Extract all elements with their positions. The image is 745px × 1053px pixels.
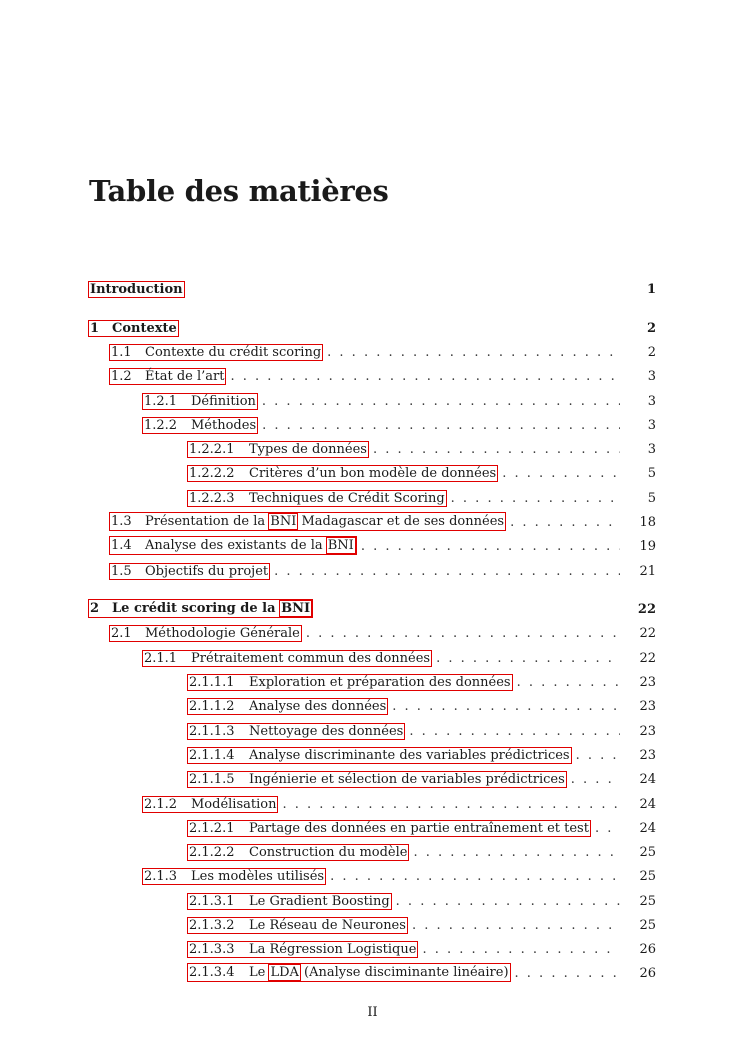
leader-dots [230, 369, 620, 385]
toc-entry-subsubsection[interactable] [187, 817, 656, 837]
acronym-link[interactable]: BNI [270, 514, 297, 529]
leader-dots [510, 515, 620, 531]
toc-page-number: 24 [639, 797, 656, 812]
toc-page-number: 23 [639, 724, 656, 739]
leader-dots [413, 845, 620, 861]
toc-number: 2.1.1.2 [189, 699, 235, 714]
toc-link[interactable] [109, 625, 302, 642]
toc-page-number: 26 [639, 942, 656, 957]
toc-label: Madagascar et de ses données [297, 514, 505, 529]
toc-number: 2.1.3.1 [189, 894, 235, 909]
leader-dots [451, 491, 620, 507]
leader-dots [282, 797, 620, 813]
toc-number: 1.3 [111, 514, 132, 529]
toc-link[interactable] [187, 441, 369, 458]
leader-dots [392, 699, 620, 715]
leader-dots [412, 918, 620, 934]
toc-link[interactable] [187, 963, 511, 982]
page-number: II [367, 1005, 378, 1020]
toc-link[interactable] [187, 723, 405, 740]
toc-page-number: 1 [646, 282, 656, 297]
toc-number: 1.2.2.3 [189, 491, 235, 506]
toc-label: Méthodes [191, 418, 257, 433]
acronym-link[interactable]: BNI [327, 538, 354, 553]
toc-entry-subsubsection[interactable] [187, 462, 656, 482]
leader-dots [502, 466, 620, 482]
leader-dots [396, 894, 620, 910]
toc-page-number: 3 [647, 418, 656, 433]
toc-link[interactable] [187, 917, 408, 934]
toc-label: Le Gradient Boosting [249, 894, 390, 909]
toc-number: 1.1 [111, 345, 132, 360]
toc-page-number: 22 [639, 626, 656, 641]
toc-entry-subsubsection[interactable] [187, 938, 656, 958]
toc-number: 1.2.2.2 [189, 466, 235, 481]
toc-link[interactable] [187, 674, 513, 691]
toc-entry-section[interactable] [109, 622, 656, 642]
toc-link[interactable] [109, 344, 323, 361]
toc-label: La Régression Logistique [249, 942, 417, 957]
toc-page-number: 22 [639, 651, 656, 666]
toc-entry-subsubsection[interactable] [187, 768, 656, 788]
toc-number: 2.1.2.1 [189, 821, 235, 836]
toc-page-number: 23 [639, 699, 656, 714]
toc-link[interactable] [142, 796, 278, 813]
toc-link[interactable] [187, 844, 409, 861]
acronym-link[interactable]: LDA [270, 965, 299, 980]
toc-number: 1.5 [111, 564, 132, 579]
toc-entry-section[interactable] [109, 560, 656, 580]
toc-number: 2.1.2.2 [189, 845, 235, 860]
toc-entry-section[interactable] [109, 341, 656, 361]
toc-entry-subsection[interactable] [142, 647, 656, 667]
toc-entry-subsubsection[interactable] [187, 438, 656, 458]
toc-entry-subsubsection[interactable] [187, 720, 656, 740]
toc-page-number: 23 [639, 675, 656, 690]
toc-page-number: 25 [639, 894, 656, 909]
toc-entry-subsubsection[interactable] [187, 962, 656, 982]
toc-entry-subsubsection[interactable] [187, 890, 656, 910]
toc-page-number: 5 [647, 466, 656, 481]
toc-label: Modélisation [191, 797, 277, 812]
toc-label: Les modèles utilisés [191, 869, 325, 884]
toc-link[interactable] [187, 747, 572, 764]
toc-page-number: 22 [637, 602, 656, 617]
toc-number: 2.1.1 [144, 651, 178, 666]
toc-label: Exploration et préparation des données [249, 675, 511, 690]
toc-link[interactable] [142, 650, 432, 667]
toc-number: 2 [90, 601, 100, 616]
toc-label: Ingénierie et sélection de variables prédictrices [249, 772, 565, 787]
toc-label: Objectifs du projet [145, 564, 269, 579]
leader-dots [330, 869, 620, 885]
toc-number: 2.1.1.5 [189, 772, 235, 787]
toc-label: Le [249, 965, 270, 980]
toc-number: 1.2.1 [144, 394, 178, 409]
toc-number: 2.1.1.4 [189, 748, 235, 763]
toc-number: 2.1.3.4 [189, 965, 235, 980]
toc-number: 2.1.1.1 [189, 675, 235, 690]
leader-dots [436, 651, 620, 667]
toc-page-number: 24 [639, 772, 656, 787]
leader-dots [595, 821, 620, 837]
toc-link[interactable] [142, 417, 258, 434]
toc-number: 2.1 [111, 626, 132, 641]
toc-entry-subsubsection[interactable] [187, 841, 656, 861]
toc-label: Analyse des données [249, 699, 387, 714]
toc-number: 2.1.3.2 [189, 918, 235, 933]
page-title: Table des matières [89, 174, 389, 208]
leader-dots [515, 966, 620, 982]
leader-dots [274, 564, 620, 580]
toc-entry-subsubsection[interactable] [187, 671, 656, 691]
toc-entry-chapter[interactable] [88, 598, 656, 618]
toc-link[interactable] [109, 512, 506, 531]
toc-entry-chapter[interactable] [88, 317, 656, 337]
toc-number: 2.1.2 [144, 797, 178, 812]
toc-link[interactable] [187, 490, 447, 507]
toc-label: Types de données [249, 442, 367, 457]
toc-page-number: 5 [647, 491, 656, 506]
toc-page-number: 25 [639, 869, 656, 884]
toc-page-number: 21 [639, 564, 656, 579]
toc-label: Analyse discriminante des variables prédictrices [249, 748, 570, 763]
toc-page-number: 2 [646, 321, 656, 336]
toc-link[interactable] [187, 465, 498, 482]
toc-label: Le crédit scoring de la [112, 601, 281, 616]
toc-number: 1.2.2 [144, 418, 178, 433]
toc-entry-section[interactable] [109, 535, 656, 555]
toc-link[interactable] [142, 393, 258, 410]
toc-page-number: 25 [639, 845, 656, 860]
leader-dots [262, 418, 620, 434]
toc-number: 1 [90, 321, 100, 336]
toc-link[interactable] [88, 320, 179, 337]
toc-page-number: 3 [647, 394, 656, 409]
toc-number: 2.1.1.3 [189, 724, 235, 739]
toc-label: Définition [191, 394, 256, 409]
toc-page-number: 26 [639, 966, 656, 981]
toc-number: 2.1.3.3 [189, 942, 235, 957]
leader-dots [576, 748, 620, 764]
toc-entry-subsection[interactable] [142, 390, 656, 410]
toc-label: Construction du modèle [249, 845, 408, 860]
toc-label: Introduction [90, 282, 183, 297]
toc-page-number: 3 [647, 442, 656, 457]
toc-link[interactable] [187, 820, 591, 837]
toc-label: Prétraitement commun des données [191, 651, 431, 666]
toc-label: Analyse des existants de la [145, 538, 327, 553]
leader-dots [571, 772, 620, 788]
leader-dots [262, 394, 620, 410]
leader-dots [361, 539, 620, 555]
toc-label: Nettoyage des données [249, 724, 404, 739]
toc-number: 1.2.2.1 [189, 442, 235, 457]
toc-link[interactable] [187, 771, 567, 788]
toc-label: Partage des données en partie entraînement et test [249, 821, 589, 836]
leader-dots [373, 442, 620, 458]
toc-number: 2.1.3 [144, 869, 178, 884]
toc-label: Le Réseau de Neurones [249, 918, 406, 933]
toc-label: Techniques de Crédit Scoring [249, 491, 445, 506]
toc-label: Méthodologie Générale [145, 626, 300, 641]
toc-entry-subsubsection[interactable] [187, 914, 656, 934]
toc-entry-subsubsection[interactable] [187, 695, 656, 715]
leader-dots [517, 675, 620, 691]
toc-label: Contexte du crédit scoring [145, 345, 322, 360]
toc-entry-chapter[interactable] [88, 278, 656, 298]
toc-page-number: 18 [639, 515, 656, 530]
toc-entry-subsubsection[interactable] [187, 744, 656, 764]
toc-entry-section[interactable] [109, 511, 656, 531]
toc-page-number: 23 [639, 748, 656, 763]
toc-entry-subsection[interactable] [142, 793, 656, 813]
toc-link[interactable] [187, 941, 418, 958]
toc-link[interactable] [88, 281, 185, 298]
toc-link[interactable] [88, 599, 313, 618]
leader-dots [409, 724, 620, 740]
toc-entry-section[interactable] [109, 365, 656, 385]
toc-label: Contexte [112, 321, 177, 336]
toc-link[interactable] [109, 563, 270, 580]
toc-link[interactable] [187, 893, 392, 910]
toc-number: 1.2 [111, 369, 132, 384]
toc-entry-subsection[interactable] [142, 414, 656, 434]
leader-dots [422, 942, 620, 958]
toc-link[interactable] [187, 698, 388, 715]
toc-label: État de l’art [145, 369, 225, 384]
toc-page-number: 3 [647, 369, 656, 384]
toc-entry-subsection[interactable] [142, 865, 656, 885]
leader-dots [327, 345, 620, 361]
toc-entry-subsubsection[interactable] [187, 487, 656, 507]
toc-number: 1.4 [111, 538, 132, 553]
toc-link[interactable] [109, 536, 357, 555]
toc-label: Critères d’un bon modèle de données [249, 466, 497, 481]
toc-page-number: 25 [639, 918, 656, 933]
toc-page-number: 2 [647, 345, 656, 360]
toc-label: (Analyse disciminante linéaire) [299, 965, 509, 980]
toc-label: Présentation de la [145, 514, 270, 529]
toc-link[interactable] [109, 368, 226, 385]
toc-page-number: 24 [639, 821, 656, 836]
acronym-link[interactable]: BNI [281, 601, 311, 616]
toc-link[interactable] [142, 868, 326, 885]
leader-dots [306, 626, 620, 642]
toc-page-number: 19 [639, 539, 656, 554]
